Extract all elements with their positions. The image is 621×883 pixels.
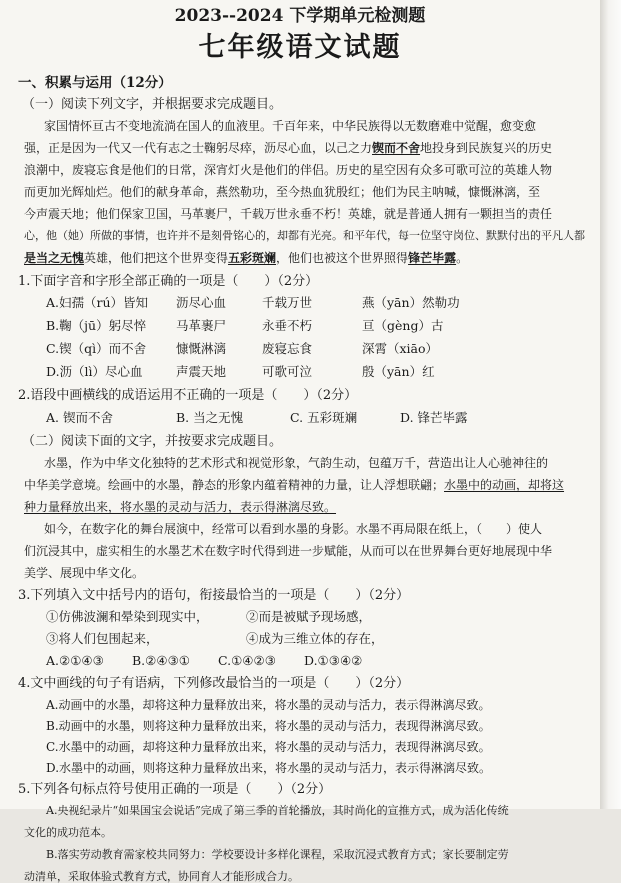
question-3-option-b: B.②④③① xyxy=(132,653,190,668)
question-4-stem: 4.文中画线的句子有语病，下列修改最恰当的一项是（ ）（2分） xyxy=(18,676,410,691)
question-5-stem: 5.下列各句标点符号使用正确的一项是（ ）（2分） xyxy=(18,782,332,797)
passage1-line: 家国情怀亘古不变地流淌在国人的血液里。千百年来，中华民族得以无数磨难中觉醒，愈变愈 xyxy=(44,119,537,133)
passage1-text: 强，正是因为一代又一代有志之士鞠躬尽瘁，沥尽心血，以己之力 xyxy=(24,141,373,155)
passage1-line: 浪潮中，废寝忘食是他们的日常，深宵灯火是他们的伴侣。历史的星空因有众多可歌可泣的英雄人物 xyxy=(24,163,553,177)
option-text: 沥尽心血 xyxy=(176,295,227,310)
option-text: 废寝忘食 xyxy=(262,341,313,356)
question-3-option-d: D.①③④② xyxy=(304,653,363,668)
passage1-text: 地投身到民族复兴的历史 xyxy=(420,141,553,155)
passage1-line: 心，他（她）所做的事情，也许并不是刻骨铭心的，却都有光亮。和平年代，每一位坚守岗位、默默付出的平凡人都 xyxy=(24,229,585,242)
passage2-line: 如今，在数字化的舞台展演中，经常可以看到水墨的身影。水墨不再局限在纸上，（ ）使人 xyxy=(44,522,543,536)
part1-instruction: （一）阅读下列文字，并根据要求完成题目。 xyxy=(22,97,283,112)
exam-term-title: 2023--2024 下学期单元检测题 xyxy=(174,6,426,26)
option-text: 燕（yān）然勒功 xyxy=(362,295,460,310)
passage1-text: 英雄，他们把这个世界变得 xyxy=(84,251,229,265)
option-text: B.鞠（jū）躬尽悴 xyxy=(46,318,147,333)
question-4-option-b: B.动画中的水墨，则将这种力量释放出来，将水墨的灵动与活力，表现得淋漓尽致。 xyxy=(46,719,491,733)
option-text: A.妇孺（rú）皆知 xyxy=(46,295,149,310)
option-text: 殷（yān）红 xyxy=(362,364,435,379)
underlined-idiom: 锲而不舍 xyxy=(372,141,421,155)
passage2-line: 水墨，作为中华文化独特的艺术形式和视觉形象，气韵生动，包蕴万千，营造出让人心驰神往的 xyxy=(44,456,549,470)
passage1-line xyxy=(24,142,552,154)
question-4-option-a: A.动画中的水墨，却将这种力量释放出来，将水墨的灵动与活力，表示得淋漓尽致。 xyxy=(46,698,491,712)
question-2-option-a: A. 锲而不舍 xyxy=(46,410,113,425)
option-text: 声震天地 xyxy=(176,364,227,379)
underlined-idiom: 锋芒毕露 xyxy=(408,251,457,265)
question-3-item: ③将人们包围起来， xyxy=(46,631,159,646)
passage1-line xyxy=(24,252,468,264)
question-2-option-d: D. 锋芒毕露 xyxy=(400,410,468,425)
underlined-sentence: 水墨中的动画，却将这 xyxy=(444,478,565,492)
passage2-line: 美学、展现中华文化。 xyxy=(24,566,145,580)
passage1-line: 而更加光辉灿烂。他们的献身革命，燕然勒功，至今热血犹殷红；他们为民主呐喊，慷慨淋漓，至 xyxy=(24,185,541,199)
underlined-sentence: 种力量释放出来，将水墨的灵动与活力，表示得淋漓尽致。 xyxy=(24,500,337,514)
passage1-text: ，他们也被这个世界照得 xyxy=(276,251,409,265)
question-3-item: ④成为三维立体的存在， xyxy=(246,631,384,646)
part2-instruction: （二）阅读下面的文字，并按要求完成题目。 xyxy=(22,434,283,449)
passage1-text: 。 xyxy=(456,251,469,265)
question-2-option-c: C. 五彩斑斓 xyxy=(290,410,358,425)
passage2-line xyxy=(24,479,564,491)
passage2-text: 中华美学意境。绘画中的水墨，静态的形象内蕴着精神的力量，让人浮想联翩； xyxy=(24,478,445,492)
question-3-option-a: A.②①④③ xyxy=(46,653,104,668)
question-5-option-a: A.央视纪录片“如果国宝会说话”完成了第三季的首轮播放，其时尚化的宣推方式，成为活化传统 xyxy=(46,804,509,817)
question-3-stem: 3.下列填入文中括号内的语句，衔接最恰当的一项是（ ）（2分） xyxy=(18,588,410,603)
question-1-stem: 1.下面字音和字形全部正确的一项是（ ）（2分） xyxy=(18,274,319,289)
passage1-line: 今声震天地；他们保家卫国，马革裹尸，千载万世永垂不朽！英雄，就是普通人拥有一颗担当的责任 xyxy=(24,207,553,221)
exam-grade-title: 七年级语文试题 xyxy=(198,32,402,63)
option-text: 永垂不朽 xyxy=(262,318,313,333)
question-3-item: ①仿佛波澜和晕染到现实中， xyxy=(46,609,209,624)
underlined-idiom: 五彩斑斓 xyxy=(228,251,277,265)
question-2-stem: 2.语段中画横线的成语运用不正确的一项是（ ）（2分） xyxy=(18,388,358,403)
paper-edge xyxy=(600,0,621,809)
option-text: 深霄（xiāo） xyxy=(362,341,439,356)
section-heading: 一、积累与运用（12分） xyxy=(18,75,172,91)
option-text: 马革裹尸 xyxy=(176,318,227,333)
question-4-option-d: D.水墨中的动画，则将这种力量释放出来，将水墨的灵动与活力，表示得淋漓尽致。 xyxy=(46,761,492,775)
option-text: 千载万世 xyxy=(262,295,313,310)
option-text: 可歌可泣 xyxy=(262,364,313,379)
question-5-option-b-cont: 动清单，采取体验式教育方式，协同育人才能形成合力。 xyxy=(24,870,299,883)
option-text: D.沥（lì）尽心血 xyxy=(46,364,143,379)
question-4-option-c: C.水墨中的动画，却将这种力量释放出来，将水墨的灵动与活力，表现得淋漓尽致。 xyxy=(46,740,491,754)
question-3-option-c: C.①④②③ xyxy=(218,653,276,668)
question-5-option-a-cont: 文化的成功范本。 xyxy=(24,826,112,839)
passage2-line: 们沉浸其中，虚实相生的水墨艺术在数字时代得到进一步赋能，从而可以在世界舞台更好地展现中华 xyxy=(24,544,553,558)
question-2-option-b: B. 当之无愧 xyxy=(176,410,244,425)
option-text: 亘（gèng）古 xyxy=(362,318,444,333)
option-text: C.锲（qì）而不舍 xyxy=(46,341,147,356)
underlined-idiom: 是当之无愧 xyxy=(24,251,85,265)
option-text: 慷慨淋漓 xyxy=(176,341,227,356)
question-5-option-b: B.落实劳动教育需家校共同努力：学校要设计多样化课程，采取沉浸式教育方式；家长要制定劳 xyxy=(46,848,509,861)
question-3-item: ②而是被赋予现场感， xyxy=(246,609,372,624)
